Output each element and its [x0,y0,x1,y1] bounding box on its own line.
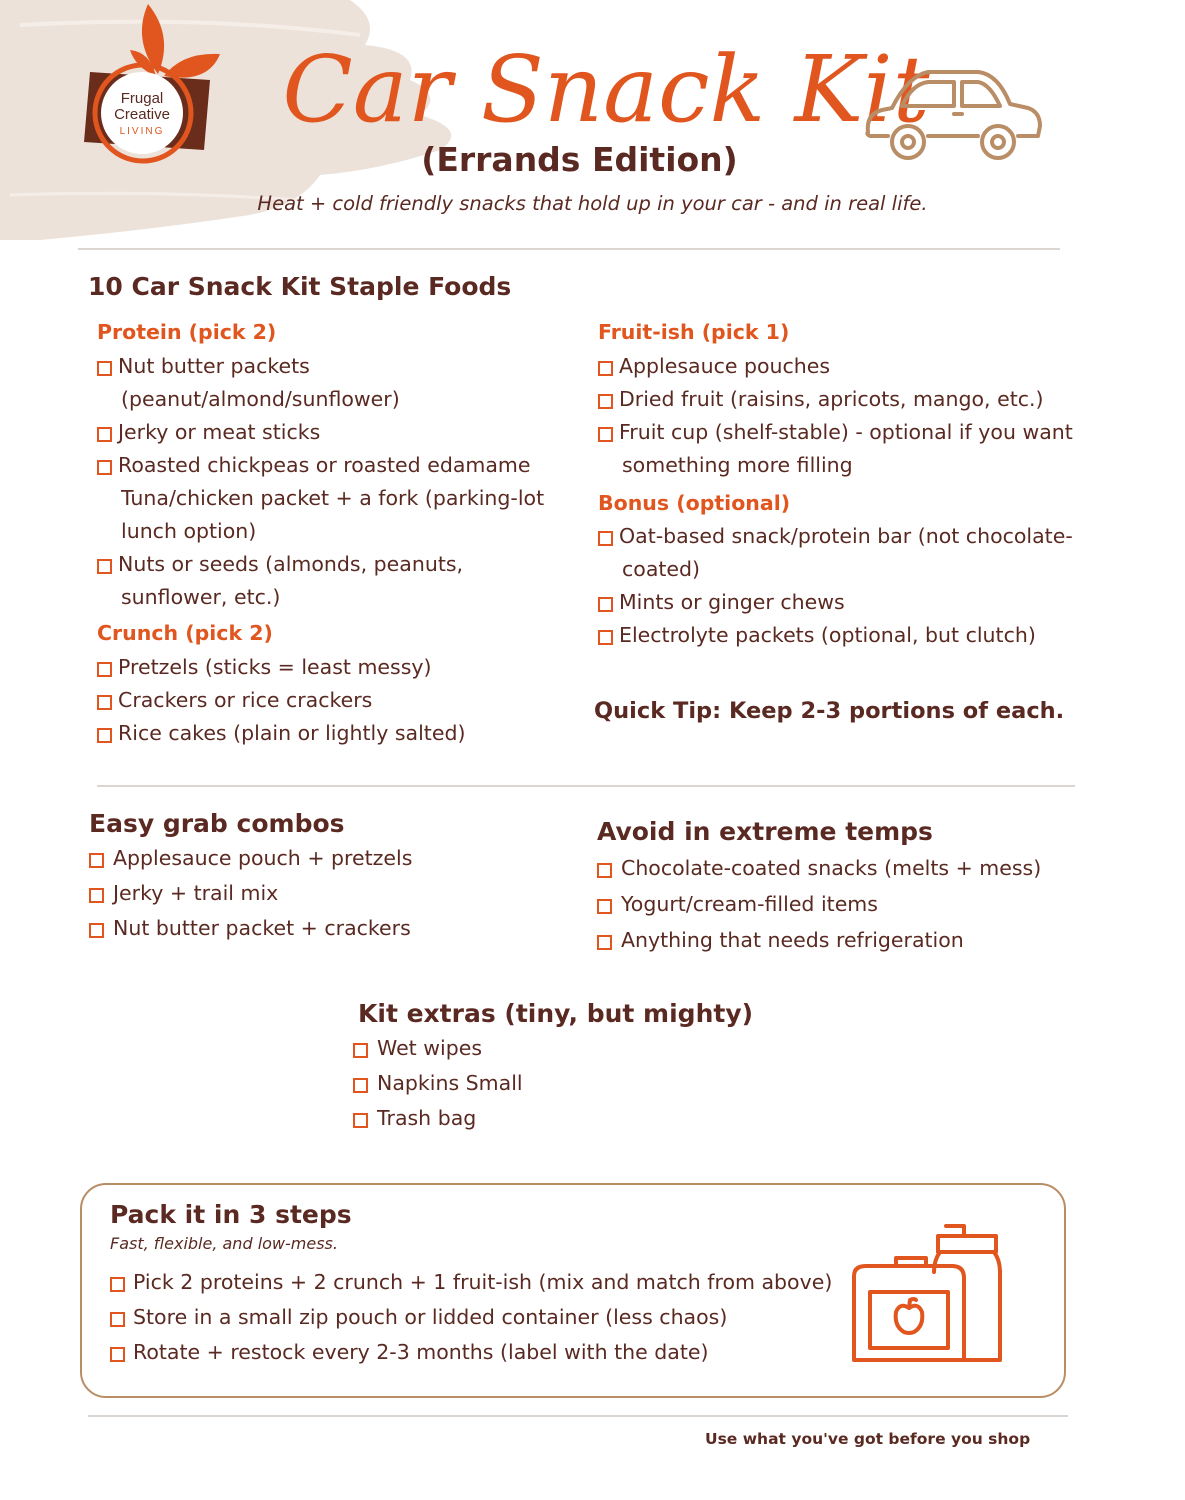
item-label-continued: lunch option) [121,519,257,543]
list-item[interactable] [89,911,412,946]
footer-text: Use what you've got before you shop [705,1430,1031,1448]
item-label-continued: coated) [622,557,701,581]
list-item[interactable] [110,1265,832,1300]
lunchbox-bottle-icon [848,1220,1008,1370]
checkbox[interactable] [97,695,112,710]
crunch-label: Crunch (pick 2) [97,621,273,645]
list-item[interactable] [598,350,1073,383]
combos-list [89,841,412,946]
protein-section [97,320,276,344]
checkbox[interactable] [353,1113,368,1128]
extras-heading: Kit extras (tiny, but mighty) [358,999,754,1028]
item-label: Mints or ginger chews [619,590,845,614]
divider [88,1415,1068,1417]
list-item[interactable] [598,586,1073,619]
list-item[interactable] [97,350,544,383]
list-item[interactable] [598,416,1073,449]
steps-list [110,1265,832,1370]
page-subtitle: (Errands Edition) [421,140,738,179]
list-item[interactable] [97,684,465,717]
list-item[interactable] [353,1066,523,1101]
checkbox[interactable] [597,863,612,878]
item-label: Fruit cup (shelf-stable) - optional if you want [619,420,1073,444]
staples-heading: 10 Car Snack Kit Staple Foods [88,272,512,301]
item-label: Jerky + trail mix [113,881,279,905]
item-label: Nut butter packet + crackers [113,916,411,940]
checkbox[interactable] [597,935,612,950]
item-label: Nut butter packets [118,354,310,378]
protein-list [97,350,544,614]
steps-subheading: Fast, flexible, and low-mess. [110,1234,338,1253]
item-label: Jerky or meat sticks [118,420,321,444]
list-item[interactable] [97,449,544,482]
page-title-text: Car Snack Kit [282,36,930,143]
checkbox[interactable] [110,1347,125,1362]
item-label: Applesauce pouches [619,354,831,378]
item-label-continued: sunflower, etc.) [121,585,281,609]
fruit-label: Fruit-ish (pick 1) [598,320,790,344]
checkbox[interactable] [89,923,104,938]
bonus-label: Bonus (optional) [598,491,791,515]
avoid-heading: Avoid in extreme temps [597,817,933,846]
list-item[interactable] [597,850,1041,886]
checkbox[interactable] [97,361,112,376]
item-label: Applesauce pouch + pretzels [113,846,413,870]
logo-text-frugal: Frugal [120,90,164,107]
checkbox[interactable] [353,1043,368,1058]
checkbox[interactable] [110,1277,125,1292]
checkbox[interactable] [97,662,112,677]
fruit-list [598,350,1073,482]
item-label: Chocolate-coated snacks (melts + mess) [621,856,1042,880]
list-item[interactable] [598,520,1073,553]
list-item[interactable] [97,416,544,449]
checkbox[interactable] [110,1312,125,1327]
crunch-list [97,651,465,750]
item-label-continued: something more filling [622,453,853,477]
extras-list [353,1031,523,1136]
item-label: Rice cakes (plain or lightly salted) [118,721,466,745]
list-item[interactable] [597,886,1041,922]
checkbox[interactable] [598,427,613,442]
item-label: Store in a small zip pouch or lidded container (less chaos) [133,1305,728,1329]
page-tagline: Heat + cold friendly snacks that hold up in your car - and in real life. [257,192,928,215]
item-label-continued: Tuna/chicken packet + a fork (parking-lot [121,486,545,510]
item-label: Napkins Small [377,1071,523,1095]
checkbox[interactable] [598,361,613,376]
checkbox[interactable] [353,1078,368,1093]
item-label: Oat-based snack/protein bar (not chocolate- [619,524,1073,548]
list-item[interactable] [598,383,1073,416]
item-label: Anything that needs refrigeration [621,928,964,952]
divider [97,785,1075,787]
list-item[interactable] [597,922,1041,958]
quick-tip: Quick Tip: Keep 2-3 portions of each. [594,698,1065,724]
page-title [282,16,930,146]
list-item[interactable] [89,841,412,876]
list-item[interactable] [353,1031,523,1066]
list-item[interactable] [89,876,412,911]
item-label: Nuts or seeds (almonds, peanuts, [118,552,464,576]
bonus-list [598,520,1073,652]
list-item[interactable] [97,717,465,750]
steps-heading: Pack it in 3 steps [110,1200,352,1229]
item-label: Rotate + restock every 2-3 months (label with the date) [133,1340,709,1364]
checkbox[interactable] [97,427,112,442]
list-item[interactable] [97,651,465,684]
divider [78,248,1060,250]
item-label-continued: (peanut/almond/sunflower) [121,387,400,411]
logo-text-creative: Creative [114,106,170,123]
item-label: Electrolyte packets (optional, but clutch) [619,623,1036,647]
item-label: Crackers or rice crackers [118,688,373,712]
item-label: Trash bag [377,1106,477,1130]
checkbox[interactable] [97,728,112,743]
list-item[interactable] [97,548,544,581]
list-item[interactable] [598,619,1073,652]
checkbox[interactable] [598,597,613,612]
checkbox[interactable] [598,531,613,546]
list-item[interactable] [110,1335,832,1370]
checkbox[interactable] [597,899,612,914]
checkbox[interactable] [89,853,104,868]
item-label: Pick 2 proteins + 2 crunch + 1 fruit-ish (mix and match from above) [133,1270,833,1294]
item-label: Dried fruit (raisins, apricots, mango, etc.) [619,387,1044,411]
checkbox[interactable] [97,559,112,574]
item-label: Yogurt/cream-filled items [621,892,878,916]
avoid-list [597,850,1041,958]
logo-text-living: LIVING [119,126,165,137]
item-label: Roasted chickpeas or roasted edamame [118,453,531,477]
list-item[interactable] [110,1300,832,1335]
combos-heading: Easy grab combos [89,809,345,838]
checkbox[interactable] [598,630,613,645]
checkbox[interactable] [598,394,613,409]
item-label: Pretzels (sticks = least messy) [118,655,432,679]
list-item[interactable] [353,1101,523,1136]
checkbox[interactable] [89,888,104,903]
checkbox[interactable] [97,460,112,475]
item-label: Wet wipes [377,1036,483,1060]
protein-label: Protein (pick 2) [97,320,277,344]
